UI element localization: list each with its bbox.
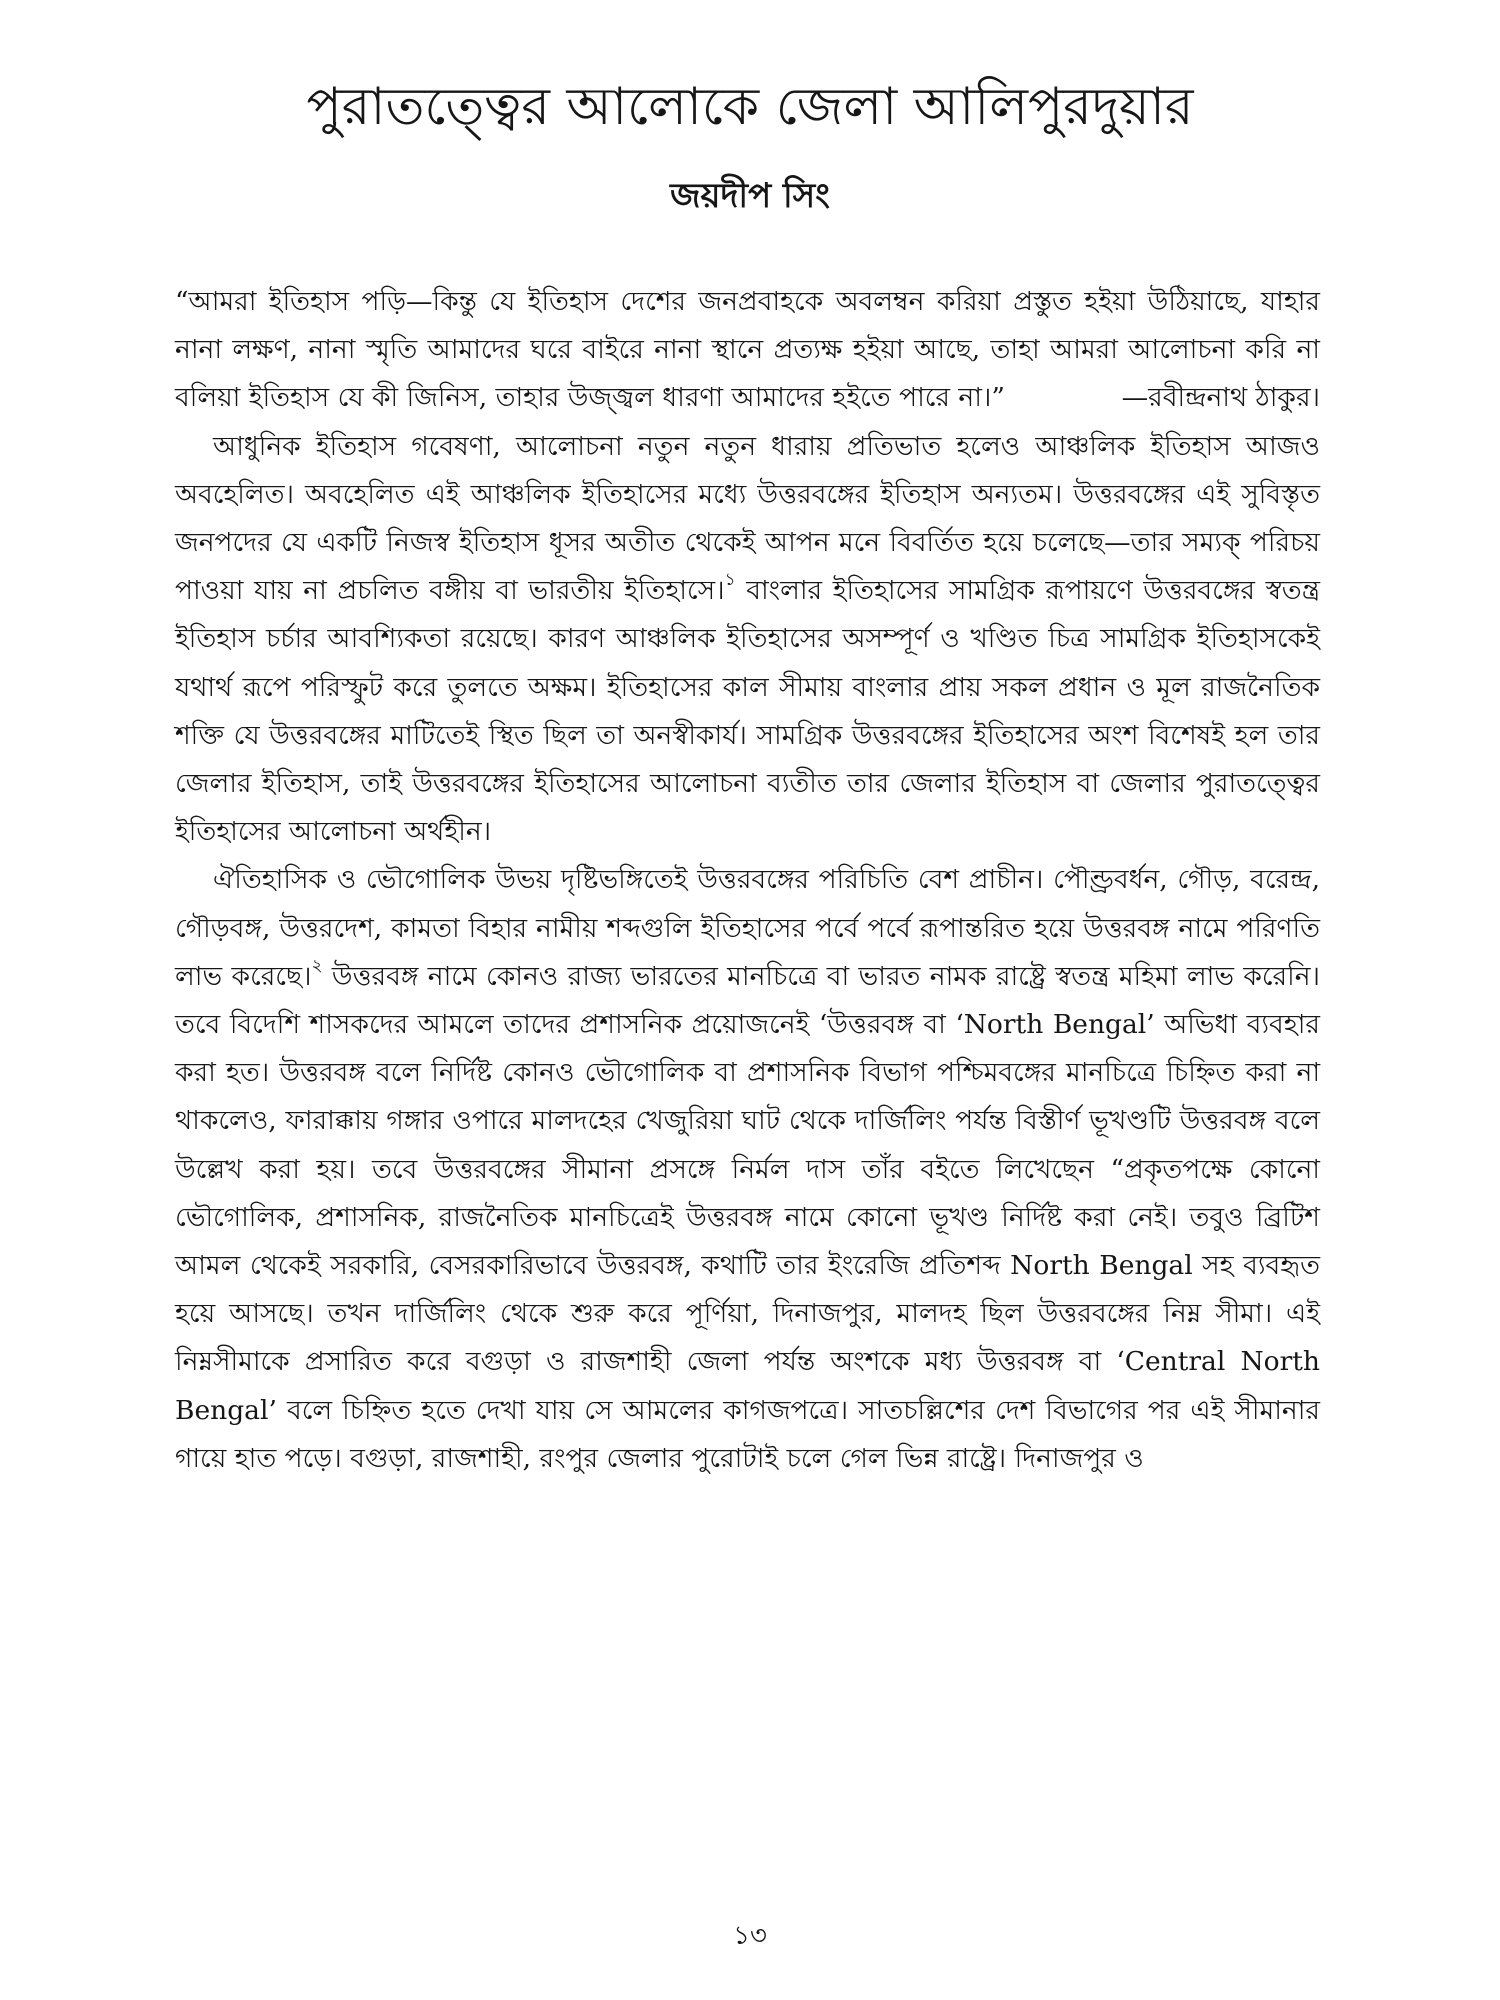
paragraph-1 (175, 423, 1320, 857)
epigraph-attribution: —রবীন্দ্রনাথ ঠাকুর। (1121, 382, 1320, 414)
author-name: জয়দীপ সিং (670, 176, 830, 216)
footnote-ref-1[interactable]: ১ (724, 570, 736, 591)
paragraph-1-text-b: বাংলার ইতিহাসের সামগ্রিক রূপায়ণে উত্তরবঙ্গের স্বতন্ত্র ইতিহাস চর্চার আবশ্যিকতা রয়েছে। কারণ আঞ্চলিক ইতিহাসের অসম্পূর্ণ ও খণ্ডিত চিত্র সামগ্রিক ইতিহাসকেই যথার্থ রূপে পরিস্ফুট করে তুলতে অক্ষম। ইতিহাসের কাল সীমায় বাংলার প্রায় সকল প্রধান ও মূল রাজনৈতিক শক্তি যে উত্তরবঙ্গের মাটিতেই স্থিত ছিল তা অনস্বীকার্য। সামগ্রিক উত্তরবঙ্গের ইতিহাসের অংশ বিশেষই হল তার জেলার ইতিহাস, তাই উত্তরবঙ্গের ইতিহাসের আলোচনা ব্যতীত তার জেলার ইতিহাস বা জেলার পুরাতত্ত্বের ইতিহাসের আলোচনা অর্থহীন। (175, 575, 1320, 848)
footnote-ref-2[interactable]: ২ (311, 955, 323, 976)
epigraph-quote: “আমরা ইতিহাস পড়ি—কিন্তু যে ইতিহাস দেশের জনপ্রবাহকে অবলম্বন করিয়া প্রস্তুত হইয়া উঠিয়াছে, যাহার নানা লক্ষণ, নানা স্মৃতি আমাদের ঘরে বাইরে নানা স্থানে প্রত্যক্ষ হইয়া আছে, তাহা আমরা আলোচনা করি না বলিয়া ইতিহাস যে কী জিনিস, তাহার উজ্জ্বল ধারণা আমাদের হইতে পারে না।” (175, 286, 1320, 414)
paragraph-1-text-a: আধুনিক ইতিহাস গবেষণা, আলোচনা নতুন নতুন ধারায় প্রতিভাত হলেও আঞ্চলিক ইতিহাস আজও অবহেলিত। অবহেলিত এই আঞ্চলিক ইতিহাসের মধ্যে উত্তরবঙ্গের ইতিহাস অন্যতম। উত্তরবঙ্গের এই সুবিস্তৃত জনপদের যে একটি নিজস্ব ইতিহাস ধূসর অতীত থেকেই আপন মনে বিবর্তিত হয়ে চলেছে—তার সম্যক্ পরিচয় পাওয়া যায় না প্রচলিত বঙ্গীয় বা ভারতীয় ইতিহাসে। (175, 430, 1320, 607)
article-title: পুরাতত্ত্বের আলোকে জেলা আলিপুরদুয়ার (306, 77, 1194, 137)
article-body (175, 278, 1320, 1483)
paragraph-2-text-b: উত্তরবঙ্গ নামে কোনও রাজ্য ভারতের মানচিত্রে বা ভারত নামক রাষ্ট্রে স্বতন্ত্র মহিমা লাভ করেনি। তবে বিদেশি শাসকদের আমলে তাদের প্রশাসনিক প্রয়োজনেই ‘উত্তরবঙ্গ বা ‘North Bengal’ অভিধা ব্যবহার করা হত। উত্তরবঙ্গ বলে নির্দিষ্ট কোনও ভৌগোলিক বা প্রশাসনিক বিভাগ পশ্চিমবঙ্গের মানচিত্রে চিহ্নিত করা না থাকলেও, ফারাক্কায় গঙ্গার ওপারে মালদহের খেজুরিয়া ঘাট থেকে দার্জিলিং পর্যন্ত বিস্তীর্ণ ভূখণ্ডটি উত্তরবঙ্গ বলে উল্লেখ করা হয়। তবে উত্তরবঙ্গের সীমানা প্রসঙ্গে নির্মল দাস তাঁর বইতে লিখেছেন “প্রকৃতপক্ষে কোনো ভৌগোলিক, প্রশাসনিক, রাজনৈতিক মানচিত্রেই উত্তরবঙ্গ নামে কোনো ভূখণ্ড নির্দিষ্ট করা নেই। তবুও ব্রিটিশ আমল থেকেই সরকারি, বেসরকারিভাবে উত্তরবঙ্গ, কথাটি তার ইংরেজি প্রতিশব্দ North Bengal সহ ব্যবহৃত হয়ে আসছে। তখন দার্জিলিং থেকে শুরু করে পূর্ণিয়া, দিনাজপুর, মালদহ ছিল উত্তরবঙ্গের নিম্ন সীমা। এই নিম্নসীমাকে প্রসারিত করে বগুড়া ও রাজশাহী জেলা পর্যন্ত অংশকে মধ্য উত্তরবঙ্গ বা ‘Central North Bengal’ বলে চিহ্নিত হতে দেখা যায় সে আমলের কাগজপত্রে। সাতচল্লিশের দেশ বিভাগের পর এই সীমানার গায়ে হাত পড়ে। বগুড়া, রাজশাহী, রংপুর জেলার পুরোটাই চলে গেল ভিন্ন রাষ্ট্রে। দিনাজপুর ও (175, 960, 1320, 1474)
paragraph-2-text-a: ঐতিহাসিক ও ভৌগোলিক উভয় দৃষ্টিভঙ্গিতেই উত্তরবঙ্গের পরিচিতি বেশ প্রাচীন। পৌণ্ড্রবর্ধন, গৌড়, বরেন্দ্র, গৌড়বঙ্গ, উত্তরদেশ, কামতা বিহার নামীয় শব্দগুলি ইতিহাসের পর্বে পর্বে রূপান্তরিত হয়ে উত্তরবঙ্গ নামে পরিণতি লাভ করেছে। (175, 864, 1320, 992)
page-number: ১৩ (733, 1921, 767, 1951)
paragraph-2 (175, 856, 1320, 1483)
